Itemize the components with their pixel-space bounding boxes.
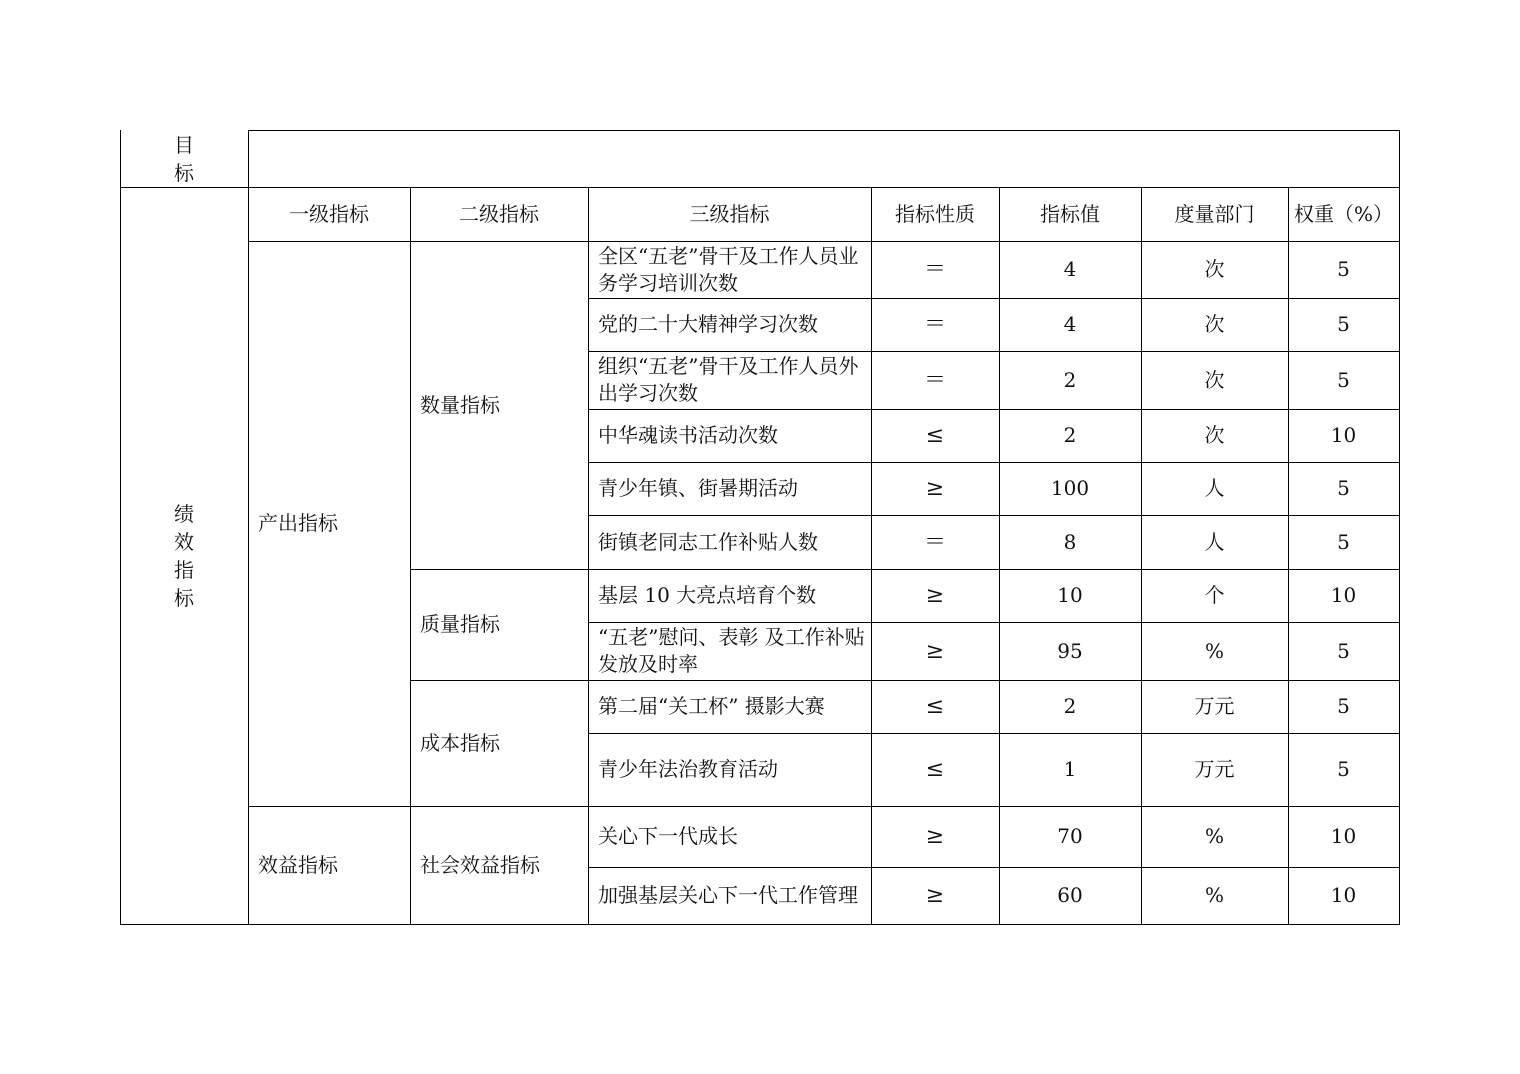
goal-label-char: 目 [174,132,194,157]
indicator-weight-cell: 10 [1330,583,1357,607]
indicator-unit-cell: 次 [1204,423,1225,447]
indicator-weight-cell: 5 [1337,529,1350,554]
indicator-weight-cell: 5 [1337,312,1350,336]
goal-label [120,130,248,187]
column-header: 一级指标 [289,201,369,226]
indicator-weight-cell: 5 [1337,694,1350,718]
indicator-nature-cell: ＝ [923,529,946,555]
indicator-value-cell: 100 [1050,476,1090,500]
indicator-value-cell: 60 [1057,883,1083,907]
indicator-value-cell: 2 [1063,423,1077,447]
performance-label-char: 标 [174,585,194,610]
indicator-unit-cell: 次 [1204,312,1225,336]
indicator-name-cell: 全区“五老”骨干及工作人员业务学习培训次数 [598,243,859,295]
performance-label-char: 绩 [174,501,194,526]
indicator-name-cell: 加强基层关心下一代工作管理 [598,883,858,907]
indicator-name-cell: 街镇老同志工作补贴人数 [598,529,818,554]
indicator-unit-cell: 人 [1204,529,1225,554]
column-header: 指标值 [1040,201,1100,226]
table-bottom-border [120,924,1400,925]
indicator-value-cell: 4 [1063,312,1077,336]
column-header: 权重（%） [1293,201,1393,226]
level2-cell: 成本指标 [420,730,500,755]
indicator-nature-cell: ＝ [923,367,946,393]
indicator-unit-cell: % [1204,638,1224,663]
indicator-value-cell: 2 [1063,367,1077,392]
indicator-unit-cell: 次 [1204,367,1225,392]
indicator-unit-cell: 万元 [1194,694,1235,718]
performance-label [120,187,248,924]
indicator-weight-cell: 10 [1330,883,1357,907]
indicator-nature-cell: ≤ [925,423,945,448]
indicator-weight-cell: 5 [1337,257,1350,281]
indicator-value-cell: 95 [1057,638,1083,663]
indicator-value-cell: 70 [1057,824,1083,848]
indicator-name-cell: 基层 10 大亮点培育个数 [598,583,817,607]
level2-cell: 质量指标 [420,612,500,636]
indicator-weight-cell: 10 [1330,824,1357,848]
indicator-value-cell: 8 [1063,529,1077,554]
indicator-name-cell: 青少年镇、街暑期活动 [598,476,798,500]
indicator-nature-cell: ＝ [923,257,946,282]
indicator-nature-cell: ≥ [925,583,945,608]
indicator-name-cell: 青少年法治教育活动 [598,757,778,781]
indicator-value-cell: 10 [1057,583,1083,607]
indicator-name-cell: 第二届“关工杯” 摄影大赛 [598,694,825,718]
indicator-weight-cell: 5 [1337,757,1350,781]
indicator-unit-cell: % [1204,824,1224,848]
indicator-value-cell: 4 [1063,257,1077,281]
indicator-name-cell: 党的二十大精神学习次数 [598,312,818,336]
column-header: 二级指标 [459,201,539,226]
indicator-unit-cell: 个 [1204,583,1225,607]
level1-cell: 产出指标 [258,511,338,535]
level1-cell: 效益指标 [258,852,338,877]
indicator-name-cell: 关心下一代成长 [598,824,738,848]
indicator-weight-cell: 5 [1337,476,1350,500]
indicator-name-cell: 组织“五老”骨干及工作人员外出学习次数 [598,354,859,405]
performance-indicator-table [120,130,1400,925]
indicator-nature-cell: ＝ [923,312,946,337]
indicator-unit-cell: 次 [1204,257,1225,281]
indicator-weight-cell: 5 [1337,367,1350,392]
level2-cell: 社会效益指标 [420,852,540,877]
indicator-unit-cell: 人 [1204,476,1225,500]
column-header: 三级指标 [689,201,770,226]
performance-label-char: 指 [174,557,194,582]
indicator-weight-cell: 10 [1330,423,1357,447]
indicator-name-cell: “五老”慰问、表彰 及工作补贴发放及时率 [598,625,865,676]
indicator-nature-cell: ≤ [925,694,945,719]
indicator-nature-cell: ≥ [925,638,945,664]
indicator-nature-cell: ≥ [925,883,945,908]
column-header: 指标性质 [895,201,975,226]
indicator-value-cell: 1 [1063,757,1077,781]
indicator-unit-cell: 万元 [1194,757,1235,781]
indicator-weight-cell: 5 [1337,638,1350,663]
table-right-border [1399,130,1400,925]
indicator-name-cell: 中华魂读书活动次数 [598,423,778,447]
indicator-value-cell: 2 [1063,694,1077,718]
table-top-border [248,130,1400,131]
goal-label-char: 标 [174,160,194,185]
column-header: 度量部门 [1174,201,1255,226]
performance-label-char: 效 [174,529,194,554]
indicator-unit-cell: % [1204,883,1224,907]
indicator-nature-cell: ≤ [925,757,945,782]
indicator-nature-cell: ≥ [925,824,945,849]
level2-cell: 数量指标 [420,392,500,417]
indicator-nature-cell: ≥ [925,476,945,501]
